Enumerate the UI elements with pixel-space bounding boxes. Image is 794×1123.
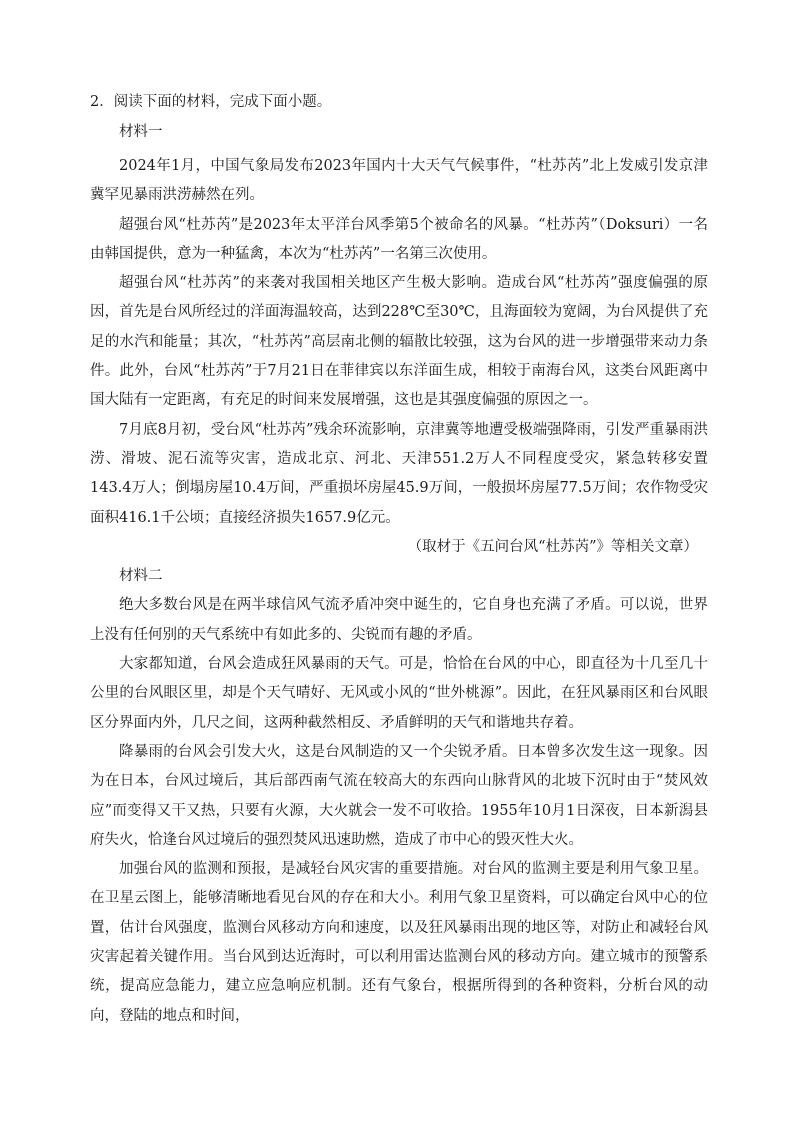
material-one-label: 材料一 (119, 124, 163, 140)
material-two-paragraph-4: 加强台风的监测和预报，是减轻台风灾害的重要措施。对台风的监测主要是利用气象卫星。在卫星云图上，能够清晰地看见台风的存在和大小。利用气象卫星资料，可以确定台风中心的位置，估计台风强度，监测台风移动方向和速度，以及狂风暴雨出现的地区等，对防止和减轻台风灾害起着关键作用。当台风到达近海时，可以利用雷达监测台风的移动方向。建立城市的预警系统，提高应急能力，建立应急响应机制。还有气象台，根据所得到的各种资料，分析台风的动向，登陆的地点和时间， (90, 861, 708, 1024)
material-one-paragraph-3: 超强台风“杜苏芮”的来袭对我国相关地区产生极大影响。造成台风“杜苏芮”强度偏强的原因，首先是台风所经过的洋面海温较高，达到228℃至30℃，且海面较为宽阔，为台风提供了充足的水汽和能量；其次，“杜苏芮”高层南北侧的辐散比较强，这为台风的进一步增强带来动力条件。此外，台风“杜苏芮”于7月21日在菲律宾以东洋面生成，相较于南海台风，这类台风距离中国大陆有一定距离，有充足的时间来发展增强，这也是其强度偏强的原因之一。 (90, 275, 708, 409)
material-one-paragraph-2: 超强台风“杜苏芮”是2023年太平洋台风季第5个被命名的风暴。“杜苏芮”（Doksuri）一名由韩国提供，意为一种猛禽，本次为“杜苏芮”一名第三次使用。 (90, 216, 708, 262)
material-one-paragraph-4: 7月底8月初，受台风“杜苏芮”残余环流影响，京津冀等地遭受极端强降雨，引发严重暴雨洪涝、滑坡、泥石流等灾害，造成北京、河北、天津551.2万人不同程度受灾，紧急转移安置143.4万人；倒塌房屋10.4万间，严重损坏房屋45.9万间，一般损坏房屋77.5万间；农作物受灾面积416.1千公顷；直接经济损失1657.9亿元。 (90, 421, 708, 526)
material-two-label: 材料二 (119, 568, 163, 585)
document-page (90, 92, 708, 1031)
material-one-source: （取材于《五问台风“杜苏芮”》等相关文章） (407, 538, 698, 555)
material-two-paragraph-2: 大家都知道，台风会造成狂风暴雨的天气。可是，恰恰在台风的中心，即直径为十几至几十公里的台风眼区里，却是个天气晴好、无风或小风的“世外桃源”。因此，在狂风暴雨区和台风眼区分界面内外，几尺之间，这两种截然相反、矛盾鲜明的天气和谐地共存着。 (90, 656, 708, 731)
material-two-body (90, 591, 708, 1030)
material-one-body (90, 152, 708, 533)
material-two-paragraph-3: 降暴雨的台风会引发大火，这是台风制造的又一个尖锐矛盾。日本曾多次发生这一现象。因为在日本，台风过境后，其后部西南气流在较高大的东西向山脉背风的北坡下沉时由于“焚风效应”而变得又干又热，只要有火源，大火就会一发不可收拾。1955年10月1日深夜，日本新潟县府失火，恰逢台风过境后的强烈焚风迅速助燃，造成了市中心的毁灭性大火。 (90, 743, 708, 848)
material-one-paragraph-1: 2024年1月，中国气象局发布2023年国内十大天气气候事件，“杜苏芮”北上发威引发京津冀罕见暴雨洪涝赫然在列。 (90, 158, 708, 204)
question-heading: 2．阅读下面的材料，完成下面小题。 (90, 94, 332, 110)
material-two-paragraph-1: 绝大多数台风是在两半球信风气流矛盾冲突中诞生的，它自身也充满了矛盾。可以说，世界上没有任何别的天气系统中有如此多的、尖锐而有趣的矛盾。 (90, 597, 708, 643)
